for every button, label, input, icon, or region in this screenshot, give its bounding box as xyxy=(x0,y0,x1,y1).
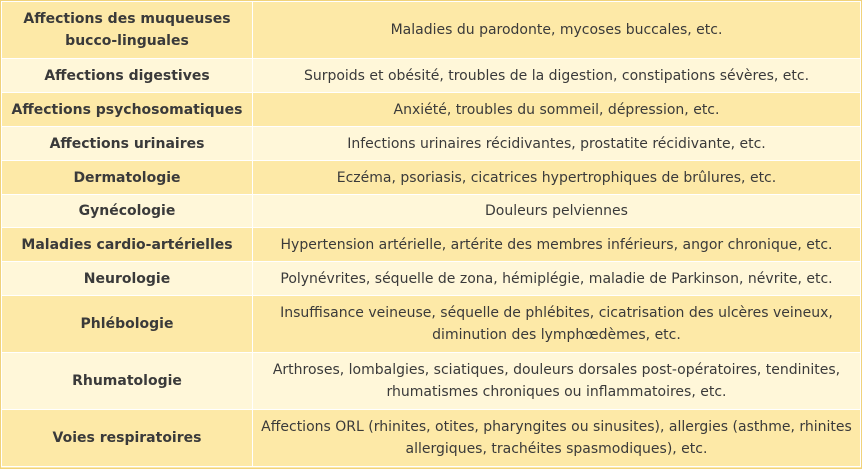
category-cell: Rhumatologie xyxy=(2,353,253,410)
details-cell: Surpoids et obésité, troubles de la digestion, constipations sévères, etc. xyxy=(253,59,861,93)
table-row xyxy=(2,2,861,59)
table-row xyxy=(2,195,861,228)
category-cell: Dermatologie xyxy=(2,161,253,195)
category-cell: Neurologie xyxy=(2,262,253,296)
category-cell: Voies respiratoires xyxy=(2,410,253,467)
details-cell: Insuffisance veineuse, séquelle de phlébites, cicatrisation des ulcères veineux, diminution des lymphœdèmes, etc. xyxy=(253,296,861,353)
details-cell: Hypertension artérielle, artérite des membres inférieurs, angor chronique, etc. xyxy=(253,228,861,262)
category-cell: Affections des muqueuses bucco-linguales xyxy=(2,2,253,59)
details-cell: Infections urinaires récidivantes, prostatite récidivante, etc. xyxy=(253,127,861,161)
category-cell: Gynécologie xyxy=(2,195,253,228)
table-row xyxy=(2,127,861,161)
category-cell: Affections digestives xyxy=(2,59,253,93)
table-row xyxy=(2,93,861,127)
table-row xyxy=(2,228,861,262)
table-row xyxy=(2,59,861,93)
details-cell: Polynévrites, séquelle de zona, hémiplégie, maladie de Parkinson, névrite, etc. xyxy=(253,262,861,296)
category-cell: Affections psychosomatiques xyxy=(2,93,253,127)
category-cell: Phlébologie xyxy=(2,296,253,353)
details-cell: Affections ORL (rhinites, otites, pharyngites ou sinusites), allergies (asthme, rhinites allergiques, trachéites spasmodiques), etc. xyxy=(253,410,861,467)
details-cell: Arthroses, lombalgies, sciatiques, douleurs dorsales post-opératoires, tendinites, rhumatismes chroniques ou inflammatoires, etc. xyxy=(253,353,861,410)
indications-table xyxy=(1,1,861,467)
details-cell: Eczéma, psoriasis, cicatrices hypertrophiques de brûlures, etc. xyxy=(253,161,861,195)
table-row xyxy=(2,296,861,353)
details-cell: Maladies du parodonte, mycoses buccales, etc. xyxy=(253,2,861,59)
category-cell: Maladies cardio-artérielles xyxy=(2,228,253,262)
details-cell: Douleurs pelviennes xyxy=(253,195,861,228)
table-row xyxy=(2,353,861,410)
category-cell: Affections urinaires xyxy=(2,127,253,161)
table-row xyxy=(2,161,861,195)
details-cell: Anxiété, troubles du sommeil, dépression, etc. xyxy=(253,93,861,127)
table-row xyxy=(2,410,861,467)
table-row xyxy=(2,262,861,296)
